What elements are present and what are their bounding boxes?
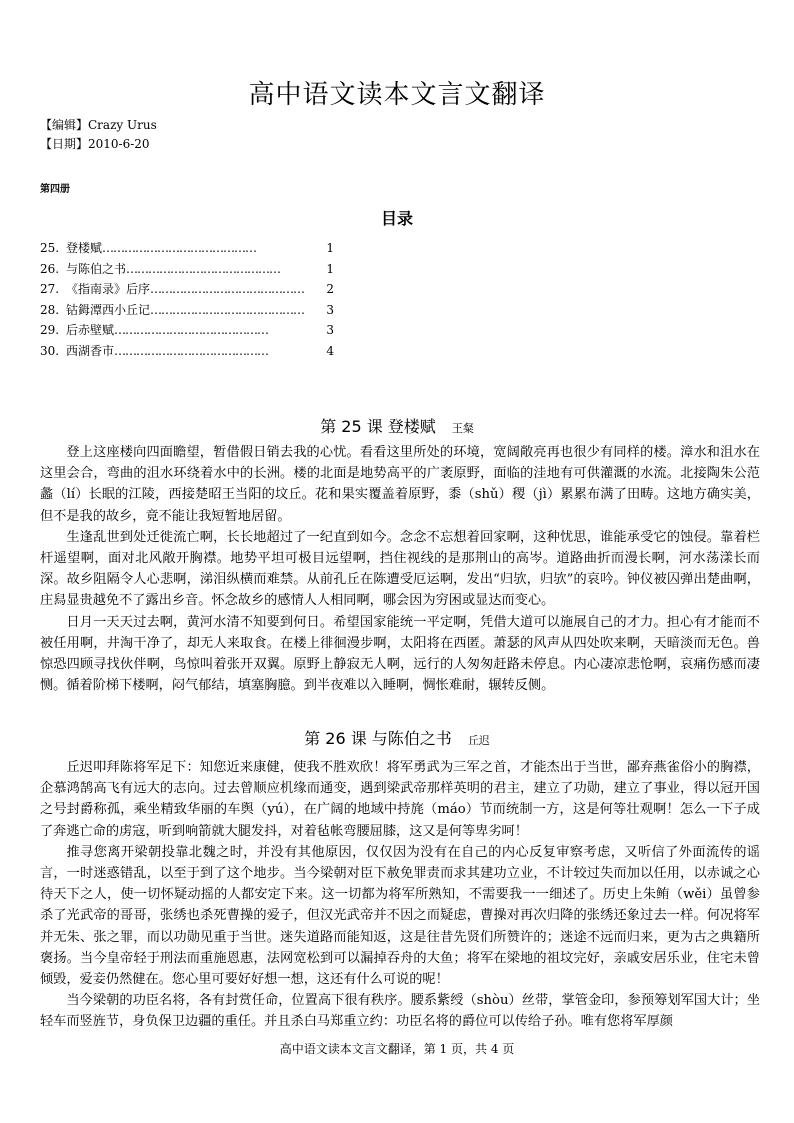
toc-item-page: 1: [326, 261, 334, 276]
lesson-author: 王粲: [451, 422, 474, 435]
toc-leader-dots: ……………………………………: [114, 323, 269, 338]
toc-item-number: 27.: [40, 282, 60, 297]
toc-leader-dots: ……………………………………: [150, 282, 305, 297]
toc-item-title: 登楼赋: [66, 241, 103, 255]
toc-leader-dots: ……………………………………: [150, 302, 305, 317]
paragraph: 当今梁朝的功臣名将，各有封赏任命，位置高下很有秩序。腰系紫绶（shòu）丝带，掌管金印，参预筹划军国大计；坐轻车而竖旌节，身负保卫边疆的重任。并且杀白马郑重立约：功臣名将的爵位可以传给子孙。唯有您将军厚颜: [40, 993, 760, 1030]
lesson-author: 丘迟: [467, 734, 490, 747]
toc-item-30[interactable]: [40, 341, 340, 362]
toc-item-28[interactable]: [40, 300, 340, 321]
date-line: 【日期】2010-6-20: [40, 137, 150, 151]
toc-item-title: 《指南录》后序: [66, 282, 151, 297]
page-footer: 高中语文读本文言文翻译，第 1 页，共 4 页: [279, 1042, 515, 1056]
toc-item-number: 26.: [40, 261, 60, 276]
toc-item-number: 29.: [40, 323, 60, 338]
toc-item-title: 西湖香市: [66, 343, 115, 358]
toc-item-page: 1: [326, 241, 334, 255]
table-of-contents: [40, 238, 340, 362]
toc-leader-dots: ……………………………………: [114, 343, 269, 358]
paragraph: 推寻您离开梁朝投靠北魏之时，并没有其他原因，仅仅因为没有在自己的内心反复审察考虑，又听信了外面流传的谣言，一时迷惑错乱，以至于到了这个地步。当今梁朝对臣下赦免罪责而求其建功立业，不计较过失而加以任用，以赤诚之心待天下之人，使一切怀疑动摇的人都安定下来。这一切都为将军所熟知，不需要我一一细述了。历史上朱鲔（wěi）虽曾参杀了光武帝的哥哥，张绣也杀死曹操的爱子，但汉光武帝并不因之而疑虑，曹操对再次归降的张绣还象过去一样。何况将军并无朱、张之罪，而以功勋见重于当世。迷失道路而能知返，这是往昔先贤们所赞许的；迷途不远而归来，更为古之典籍所褒扬。当今皇帝轻于刑法而重施恩惠，法网宽松到可以漏掉吞舟的大鱼；将军在梁地的祖坟完好，亲戚安居乐业，住宅未曾倾毁，爱妾仍然健在。您心里可要好好想一想，这还有什么可说的呢！: [40, 844, 760, 988]
paragraph: 丘迟叩拜陈将军足下：知您近来康健，使我不胜欢欣！将军勇武为三军之首，才能杰出于当世，鄙弃燕雀俗小的胸襟，企慕鸿鹄高飞有远大的志向。过去曾顺应机缘而通变，遇到梁武帝那样英明的君主，建立了功勋，建立了事业，得以冠开国之号封爵称孤，乘坐精致华丽的车舆（yú），在广阔的地域中持旄（máo）节而统制一方，这是何等壮观啊！怎么一下子成了奔逃亡命的虏寇，听到响箭就大腿发抖，对着毡帐弯腰屈膝，这又是何等卑劣呵！: [40, 760, 760, 839]
toc-item-number: 25.: [40, 241, 60, 255]
toc-item-page: 3: [326, 323, 334, 338]
lesson-title: 第 25 课 登楼赋: [320, 417, 436, 436]
editor-line: 【编辑】Crazy Urus: [40, 118, 157, 132]
toc-leader-dots: ……………………………………: [126, 261, 281, 276]
lesson-26-text: [40, 757, 760, 1033]
lesson-25-text: [40, 442, 760, 696]
paragraph: 生逢乱世到处迁徙流亡啊，长长地超过了一纪直到如今。念念不忘想着回家啊，这种忧思，谁能承受它的蚀侵。靠着栏杆遥望啊，面对北风敞开胸襟。地势平坦可极目远望啊，挡住视线的是那荆山的高岑。道路曲折而漫长啊，河水荡漾长而深。故乡阻隔令人心悲啊，涕泪纵横而难禁。从前孔丘在陈遭受厄运啊，发出“归欤，归欤”的哀吟。钟仪被囚弹出楚曲啊，庄舄显贵越免不了露出乡音。怀念故乡的感情人人相同啊，哪会因为穷困或显达而变心。: [40, 529, 760, 609]
toc-item-25[interactable]: [40, 238, 340, 259]
toc-item-27[interactable]: [40, 279, 340, 300]
lesson-26-heading: [0, 726, 794, 749]
toc-item-page: 2: [326, 282, 334, 297]
toc-item-title: 后赤壁赋: [66, 323, 115, 338]
toc-item-page: 3: [326, 302, 334, 317]
toc-item-number: 30.: [40, 343, 60, 358]
toc-item-number: 28.: [40, 302, 60, 317]
volume-label: 第四册: [40, 184, 70, 195]
lesson-25-heading: [0, 414, 794, 437]
paragraph: 登上这座楼向四面瞻望，暂借假日销去我的心忧。看看这里所处的环境，宽阔敞亮再也很少有同样的楼。漳水和沮水在这里会合，弯曲的沮水环绕着水中的长洲。楼的北面是地势高平的广袤原野，面临的洼地有可供灌溉的水流。北接陶朱公范蠡（lí）长眠的江陵，西接楚昭王当阳的坟丘。花和果实覆盖着原野，黍（shǔ）稷（jì）累累布满了田畴。这地方确实美，但不是我的故乡，竟不能让我短暂地居留。: [40, 445, 760, 524]
toc-item-title: 与陈伯之书: [66, 261, 127, 276]
document-title: 高中语文读本文言文翻译: [248, 80, 546, 110]
toc-heading: 目录: [380, 209, 413, 228]
toc-leader-dots: ……………………………………: [102, 241, 257, 255]
toc-item-page: 4: [326, 343, 334, 358]
toc-item-title: 钴鉧潭西小丘记: [66, 302, 151, 317]
toc-item-26[interactable]: [40, 259, 340, 280]
toc-item-29[interactable]: [40, 320, 340, 341]
lesson-title: 第 26 课 与陈伯之书: [304, 729, 452, 748]
paragraph: 日月一天天过去啊，黄河水清不知要到何日。希望国家能统一平定啊，凭借大道可以施展自己的才力。担心有才能而不被任用啊，井淘干净了，却无人来取食。在楼上徘徊漫步啊，太阳将在西匿。萧瑟的风声从四处吹来啊，天暗淡而无色。兽惊恐四顾寻找伙伴啊，鸟惊叫着张开双翼。原野上静寂无人啊，远行的人匆匆赶路未停息。内心凄凉悲怆啊，哀痛伤感而凄恻。循着阶梯下楼啊，闷气郁结，填塞胸臆。到半夜难以入睡啊，惆怅难耐，辗转反侧。: [40, 614, 760, 694]
